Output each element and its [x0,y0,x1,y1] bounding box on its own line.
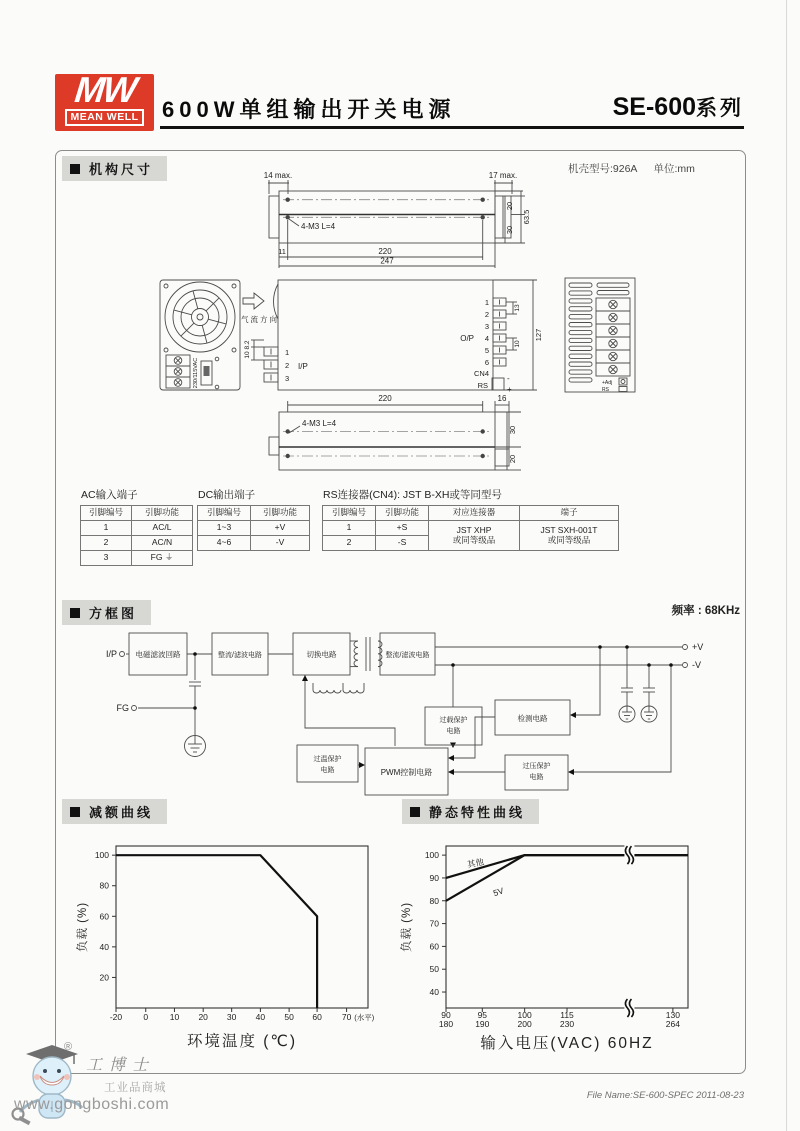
watermark-url: www.gongboshi.com [14,1096,170,1113]
y-tick-label: 90 [429,872,439,883]
y-tick-label: 100 [424,850,439,861]
series-label: 其他 [466,856,485,870]
registered-mark: ® [64,1041,73,1053]
adj-label: +Adj [602,380,613,386]
op-pin-2: 2 [484,310,489,319]
logo-mw-text: MW [72,69,137,110]
square-bullet-icon [70,807,80,817]
detect-block: 检测电路 [517,714,548,723]
y-tick-label: 40 [99,941,109,952]
op-pin-4: 4 [484,334,489,343]
ip-pin-2: 2 [285,361,290,370]
x-tick-label: 70 [341,1012,352,1022]
x-tick-label2: 180 [438,1019,454,1029]
watermark-subtitle: 工业品商城 [104,1082,167,1094]
y-tick-label: 20 [99,972,109,983]
x-tick-label: 130 [665,1010,680,1020]
ip-pin-1: 1 [285,348,290,357]
section-static-header: 静态特性曲线 [402,799,539,824]
dim-8-2: 8.2 [244,340,251,350]
y-tick-label: 80 [429,895,439,906]
screw-note-bottom: 4-M3 L=4 [302,419,337,428]
side-view-bottom [269,394,521,470]
dim-10b: 10 [514,340,521,348]
x-tick-label: -20 [109,1012,123,1022]
x-tick-label: 10 [169,1012,180,1022]
page-title: 600W单组输出开关电源 [162,97,456,122]
rectifier1-block: 整流/滤波电路 [218,652,262,659]
block-labels [136,649,551,781]
switching-block: 切换电路 [306,650,337,659]
case-type-note: 机壳型号:926A [568,163,638,175]
overload-block-l2: 电路 [446,728,461,735]
scan-artifact-line [786,0,787,1131]
meanwell-logo [55,69,154,131]
x-tick-label: 115 [560,1010,574,1020]
mechanical-drawing [55,150,745,488]
x-axis-label: 环境温度 (℃) [186,1033,298,1050]
x-tick-label: 30 [226,1012,237,1022]
op-pin-3: 3 [484,322,489,331]
dim-11: 11 [278,247,286,256]
dim-17max: 17 max. [488,171,518,180]
x-tick-label2: 230 [559,1019,575,1029]
derating-chart [72,830,387,1065]
x-tick-label: 60 [312,1012,322,1022]
x-tick-label: 90 [441,1010,451,1020]
out-pos-label: +V [692,642,704,652]
screw-note: 4-M3 L=4 [301,222,336,231]
x-tick-label2: 190 [475,1019,490,1029]
op-label: O/P [460,334,474,343]
y-tick-label: 70 [429,918,439,929]
y-tick-label: 60 [99,911,109,922]
file-info: File Name:SE-600-SPEC 2011-08-23 [586,1090,744,1101]
dim-247: 247 [380,256,394,266]
logo-brand-text: MEAN WELL [65,109,143,126]
x-tick-label: 0 [143,1012,149,1022]
square-bullet-icon [410,807,420,817]
ground-symbols [185,706,658,757]
rs-table-title: RS连接器(CN4): JST B-XH或等同型号 [323,489,502,501]
op-pin-5: 5 [484,346,489,355]
x-tick-label: (水平) [354,1013,375,1022]
series-code: SE-600 [612,93,696,121]
y-tick-label: 50 [429,964,439,975]
overvolt-block-l2: 电路 [529,774,544,781]
section-derating-header: 减额曲线 [62,799,167,824]
y-tick-label: 40 [429,987,439,998]
watermark-brand: 工博士 [86,1057,156,1074]
overvolt-block-l1: 过压保护 [522,763,551,770]
dim-63-5: 63.5 [522,209,531,225]
section-block-header: 方框图 [62,600,151,625]
x-tick-label: 40 [255,1012,266,1022]
unit-note: 单位:mm [653,163,695,175]
y-tick-label: 60 [429,941,439,952]
x-tick-label: 50 [284,1012,294,1022]
dim-30: 30 [505,225,514,235]
series-负载 [116,855,317,1008]
title-underline [160,126,744,129]
frequency-note: 频率 : 68KHz [671,605,740,617]
dim-20: 20 [505,201,514,211]
x-tick-label: 95 [477,1010,488,1020]
overtemp-block-l2: 电路 [320,767,335,774]
dim-20b: 20 [508,454,517,464]
x-tick-label2: 200 [517,1019,532,1029]
dim-16: 16 [497,394,507,403]
block-diagram [55,595,745,810]
y-axis-label: 负载 (%) [401,901,413,953]
overload-block-l1: 过载保护 [439,717,468,724]
x-tick-label: 100 [517,1010,532,1020]
airflow-label: 气流方向 [241,315,279,324]
y-tick-label: 100 [94,850,109,861]
series-suffix: 系列 [696,97,744,120]
block-junctions [193,645,673,710]
pwm-block: PWM控制电路 [380,768,433,777]
emi-filter-block: 电磁滤波回路 [135,650,181,659]
y-axis-label: 负载 (%) [77,901,89,953]
overtemp-block-l1: 过温保护 [313,756,342,763]
ac-table-title: AC输入端子 [81,489,138,501]
dim-220b: 220 [378,394,392,403]
ip-terminal-label: I/P [105,649,117,659]
op-pin-1: 1 [484,298,489,307]
rear-view [565,278,635,393]
y-tick-label: 80 [99,880,109,891]
rs-connector-table: RS连接器(CN4): JST B-XH或等同型号 引脚编号 引脚功能 对应连接器 端子 1 +S JST XHP 或同等级品 JST SXH-001T 或同等级品 2 -S [322,487,619,551]
rectifier2-block: 整流/滤波电路 [385,652,430,659]
rear-rs-label: RS [602,387,609,393]
voltage-switch-label: 230/115VAC [193,357,199,389]
x-tick-label: 20 [198,1012,208,1022]
rs-minus: - [507,374,510,383]
side-view-top [264,171,531,268]
rs-plus: + [507,385,512,394]
dim-220: 220 [378,247,392,256]
dim-14max: 14 max. [263,171,293,180]
ip-pin-3: 3 [285,374,290,383]
dim-30b: 30 [508,425,517,435]
rs-label: RS [477,381,488,390]
fg-terminal-label: FG [116,703,129,713]
x-axis-label: 输入电压(VAC) 60HZ [480,1035,654,1052]
section-mech-header: 机构尺寸 [62,156,167,181]
series-title [613,92,744,122]
dc-table-title: DC输出端子 [198,489,256,501]
static-characteristics-chart [396,830,711,1065]
dc-output-table: DC输出端子 引脚编号 引脚功能 1~3 +V 4~6 -V [197,487,310,551]
x-tick-label2: 264 [665,1019,680,1029]
ac-input-table: AC输入端子 引脚编号 引脚功能 1 AC/L 2 AC/N 3 FG ⏚ [80,487,193,566]
out-neg-label: -V [692,660,701,670]
series-label: 5V [491,885,505,899]
dim-127: 127 [534,328,543,342]
front-view [160,280,240,390]
dim-10: 10 [244,351,251,359]
dim-13: 13 [514,304,521,312]
ip-label: I/P [298,362,308,371]
plan-view [244,280,543,394]
op-pin-6: 6 [484,358,489,367]
cn4-label: CN4 [473,369,489,378]
